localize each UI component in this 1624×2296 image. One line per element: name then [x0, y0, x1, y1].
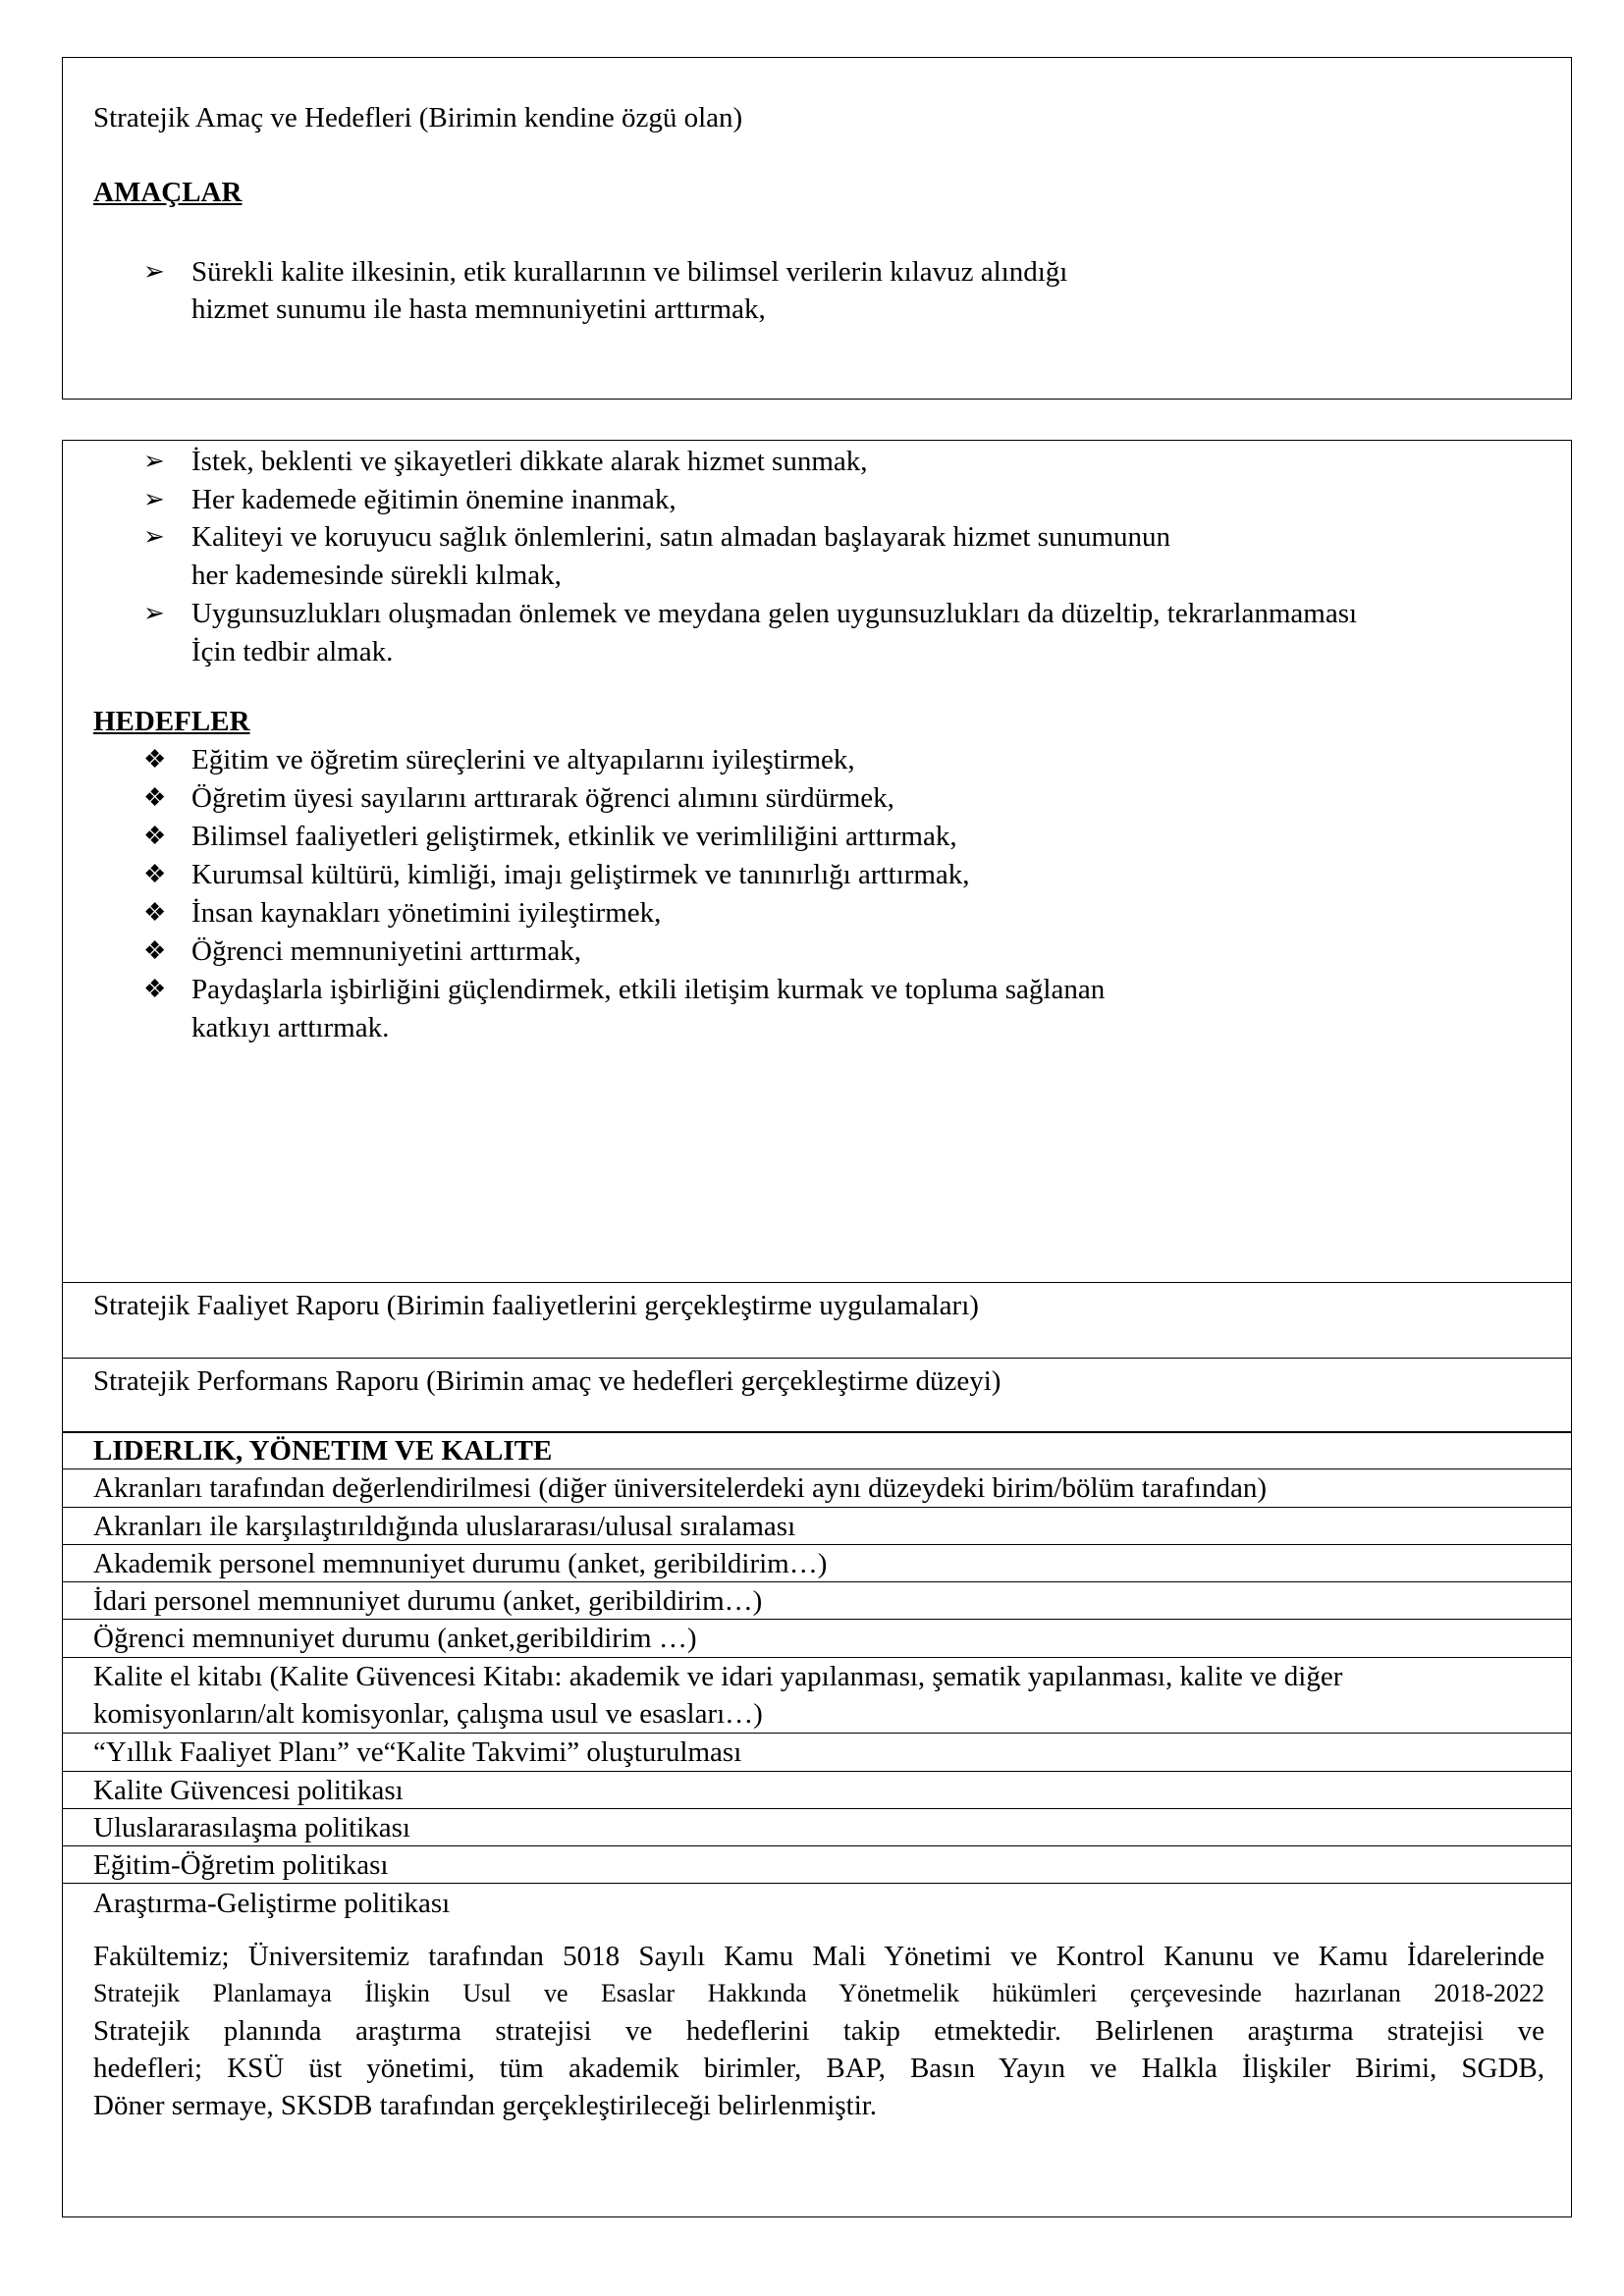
hedef-item-line: Öğretim üyesi sayılarını arttırarak öğrenci alımını sürdürmek, — [191, 782, 894, 814]
table-row: Araştırma-Geliştirme politikası — [93, 1888, 451, 1919]
amac-item-line: Her kademede eğitimin önemine inanmak, — [191, 484, 677, 515]
paragraph-line: Döner sermaye, SKSDB tarafından gerçekleştirileceği belirlenmiştir. — [93, 2090, 878, 2121]
table-row: Uluslararasılaşma politikası — [93, 1812, 410, 1843]
diamond-bullet-icon: ❖ — [143, 822, 167, 850]
hedef-item-line: Eğitim ve öğretim süreçlerini ve altyapılarını iyileştirmek, — [191, 744, 855, 775]
paragraph-line: Stratejik planında araştırma stratejisi ve hedeflerini takip etmektedir. Belirlenen araştırma stratejisi ve — [93, 2015, 1544, 2047]
paragraph-line: Stratejik Planlamaya İlişkin Usul ve Esaslar Hakkında Yönetmelik hükümleri çerçevesinde hazırlanan 2018-2022 — [93, 1979, 1544, 2007]
arrowhead-bullet-icon: ➢ — [143, 599, 165, 627]
row-divider — [62, 1883, 1572, 1884]
section-heading: Stratejik Amaç ve Hedefleri (Birimin kendine özgü olan) — [93, 102, 743, 133]
table-row: Akranları tarafından değerlendirilmesi (diğer üniversitelerdeki aynı düzeydeki birim/bölüm tarafından) — [93, 1472, 1268, 1504]
hedef-item-line: Kurumsal kültürü, kimliği, imajı geliştirmek ve tanınırlığı arttırmak, — [191, 859, 970, 890]
diamond-bullet-icon: ❖ — [143, 860, 167, 888]
table-row: Eğitim-Öğretim politikası — [93, 1849, 389, 1881]
table-row: Kalite el kitabı (Kalite Güvencesi Kitabı: akademik ve idari yapılanması, şematik yapılanması, kalite ve diğer — [93, 1661, 1343, 1692]
table-row: Kalite Güvencesi politikası — [93, 1775, 404, 1806]
row-divider — [62, 1282, 1572, 1283]
hedefler-title: HEDEFLER — [93, 706, 250, 737]
amac-item-line: İçin tedbir almak. — [191, 636, 394, 667]
table-row: Öğrenci memnuniyet durumu (anket,geribildirim …) — [93, 1623, 697, 1654]
table-row: “Yıllık Faaliyet Planı” ve“Kalite Takvimi” oluşturulması — [93, 1736, 742, 1768]
hedef-item-line: Bilimsel faaliyetleri geliştirmek, etkinlik ve verimliliğini arttırmak, — [191, 821, 957, 852]
amac-item-line: Kaliteyi ve koruyucu sağlık önlemlerini, satın almadan başlayarak hizmet sunumunun — [191, 521, 1171, 553]
faaliyet-raporu-label: Stratejik Faaliyet Raporu (Birimin faaliyetlerini gerçekleştirme uygulamaları) — [93, 1290, 979, 1321]
amac-item-line: Sürekli kalite ilkesinin, etik kurallarının ve bilimsel verilerin kılavuz alındığı — [191, 256, 1068, 288]
hedef-item-line: İnsan kaynakları yönetimini iyileştirmek, — [191, 897, 662, 929]
arrowhead-bullet-icon: ➢ — [143, 485, 165, 513]
diamond-bullet-icon: ❖ — [143, 898, 167, 927]
hedef-item-line: Paydaşlarla işbirliğini güçlendirmek, etkili iletişim kurmak ve topluma sağlanan — [191, 974, 1106, 1005]
paragraph-line: hedefleri; KSÜ üst yönetimi, tüm akademik birimler, BAP, Basın Yayın ve Halkla İlişkiler Birimi, SGDB, — [93, 2053, 1544, 2084]
amac-item-line: her kademesinde sürekli kılmak, — [191, 560, 562, 591]
amac-item-line: Uygunsuzlukları oluşmadan önlemek ve meydana gelen uygunsuzlukları da düzeltip, tekrarlanmaması — [191, 598, 1358, 629]
arrowhead-bullet-icon: ➢ — [143, 257, 165, 286]
arge-paragraph — [93, 1938, 1544, 2124]
diamond-bullet-icon: ❖ — [143, 745, 167, 774]
table-row: Akranları ile karşılaştırıldığında uluslararası/ulusal sıralaması — [93, 1511, 796, 1542]
table-row: komisyonların/alt komisyonlar, çalışma usul ve esasları…) — [93, 1698, 763, 1730]
paragraph-line: Fakültemiz; Üniversitemiz tarafından 5018 Sayılı Kamu Mali Yönetimi ve Kontrol Kanunu ve Kamu İdarelerinde — [93, 1941, 1544, 1972]
diamond-bullet-icon: ❖ — [143, 936, 167, 965]
arrowhead-bullet-icon: ➢ — [143, 447, 165, 475]
row-divider — [62, 1358, 1572, 1359]
hedef-item-line: katkıyı arttırmak. — [191, 1012, 390, 1043]
amac-item-line: hizmet sunumu ile hasta memnuniyetini arttırmak, — [191, 294, 766, 325]
diamond-bullet-icon: ❖ — [143, 783, 167, 812]
arrowhead-bullet-icon: ➢ — [143, 522, 165, 551]
liderlik-title: LIDERLIK, YÖNETIM VE KALITE — [93, 1435, 553, 1467]
table-row: İdari personel memnuniyet durumu (anket, geribildirim…) — [93, 1585, 763, 1617]
amac-item-line: İstek, beklenti ve şikayetleri dikkate alarak hizmet sunmak, — [191, 446, 868, 477]
diamond-bullet-icon: ❖ — [143, 975, 167, 1003]
performans-raporu-label: Stratejik Performans Raporu (Birimin amaç ve hedefleri gerçekleştirme düzeyi) — [93, 1365, 1001, 1397]
hedef-item-line: Öğrenci memnuniyetini arttırmak, — [191, 935, 582, 967]
amaclar-title: AMAÇLAR — [93, 177, 243, 208]
table-row: Akademik personel memnuniyet durumu (anket, geribildirim…) — [93, 1548, 828, 1579]
